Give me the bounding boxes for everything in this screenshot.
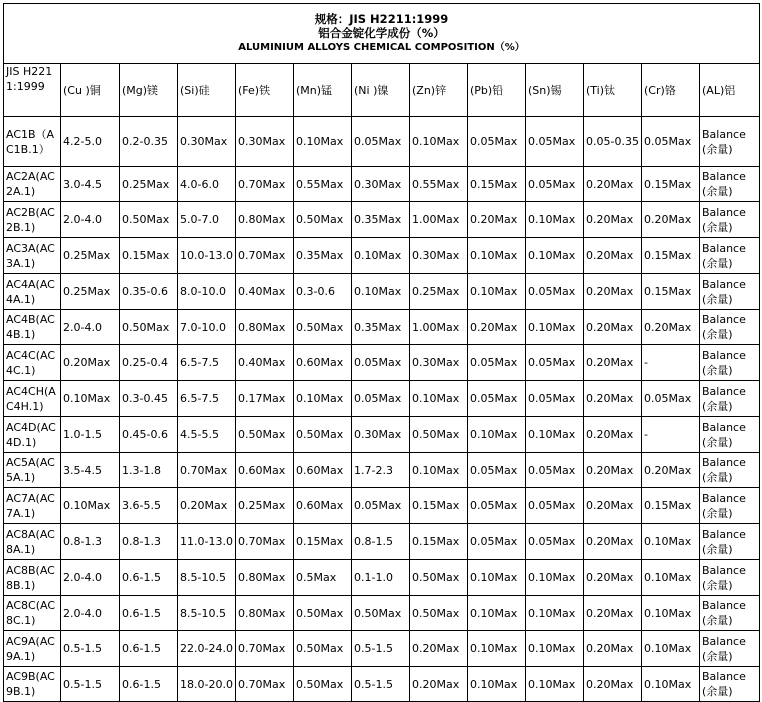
column-header: (Ti)钛 bbox=[584, 64, 642, 117]
table-row bbox=[4, 560, 760, 596]
table-row bbox=[4, 596, 760, 631]
table-cell: 0.20Max bbox=[642, 310, 700, 345]
alloy-grade-cell: AC2B(AC2B.1) bbox=[4, 202, 61, 238]
table-cell: 0.8-1.5 bbox=[352, 524, 410, 560]
table-cell: 0.05Max bbox=[526, 381, 584, 417]
table-cell: 0.20Max bbox=[584, 488, 642, 524]
table-cell: 0.40Max bbox=[236, 345, 294, 381]
table-cell: 0.50Max bbox=[410, 560, 468, 596]
table-cell: 0.15Max bbox=[410, 488, 468, 524]
table-cell: 3.0-4.5 bbox=[61, 167, 120, 202]
table-row bbox=[4, 631, 760, 667]
table-cell: 2.0-4.0 bbox=[61, 310, 120, 345]
table-row bbox=[4, 238, 760, 274]
table-cell: 0.10Max bbox=[526, 310, 584, 345]
table-cell: 0.20Max bbox=[178, 488, 236, 524]
balance-cell: Balance(余量) bbox=[700, 417, 760, 453]
column-header: (Ni )镍 bbox=[352, 64, 410, 117]
table-row bbox=[4, 310, 760, 345]
table-cell: 0.8-1.3 bbox=[120, 524, 178, 560]
table-cell: 0.50Max bbox=[120, 310, 178, 345]
alloy-grade-cell: AC1B（AC1B.1） bbox=[4, 117, 61, 167]
alloy-grade-cell: AC2A(AC2A.1) bbox=[4, 167, 61, 202]
table-row bbox=[4, 381, 760, 417]
table-cell: 6.5-7.5 bbox=[178, 345, 236, 381]
column-header: (Mn)锰 bbox=[294, 64, 352, 117]
table-cell: 0.15Max bbox=[294, 524, 352, 560]
table-cell: 0.10Max bbox=[61, 488, 120, 524]
table-cell: 0.05Max bbox=[468, 524, 526, 560]
balance-cell: Balance(余量) bbox=[700, 274, 760, 310]
column-header: (Pb)铅 bbox=[468, 64, 526, 117]
table-row bbox=[4, 274, 760, 310]
table-cell: 0.10Max bbox=[642, 631, 700, 667]
balance-cell: Balance(余量) bbox=[700, 667, 760, 702]
table-cell: 0.1-1.0 bbox=[352, 560, 410, 596]
table-cell: 0.05Max bbox=[352, 117, 410, 167]
table-cell: 0.17Max bbox=[236, 381, 294, 417]
table-cell: 0.05Max bbox=[526, 345, 584, 381]
table-cell: 0.25Max bbox=[61, 238, 120, 274]
table-cell: 0.20Max bbox=[642, 453, 700, 488]
table-cell: 0.20Max bbox=[468, 202, 526, 238]
alloy-grade-cell: AC4C(AC4C.1) bbox=[4, 345, 61, 381]
table-cell: 0.6-1.5 bbox=[120, 631, 178, 667]
table-cell: 0.6-1.5 bbox=[120, 667, 178, 702]
table-cell: 0.15Max bbox=[642, 488, 700, 524]
table-cell: 0.20Max bbox=[584, 560, 642, 596]
alloy-grade-cell: AC3A(AC3A.1) bbox=[4, 238, 61, 274]
table-cell: 0.70Max bbox=[236, 667, 294, 702]
table-cell: 0.35-0.6 bbox=[120, 274, 178, 310]
column-header: (Fe)铁 bbox=[236, 64, 294, 117]
table-cell: 0.05Max bbox=[526, 453, 584, 488]
column-header: (Sn)锡 bbox=[526, 64, 584, 117]
table-cell: 0.05-0.35 bbox=[584, 117, 642, 167]
table-cell: 0.50Max bbox=[410, 417, 468, 453]
table-cell: 0.10Max bbox=[468, 667, 526, 702]
table-cell: 0.20Max bbox=[584, 667, 642, 702]
column-header-row bbox=[4, 64, 760, 117]
table-row bbox=[4, 417, 760, 453]
table-cell: 3.6-5.5 bbox=[120, 488, 178, 524]
table-cell: 0.20Max bbox=[584, 310, 642, 345]
table-cell: 5.0-7.0 bbox=[178, 202, 236, 238]
table-cell: 0.6-1.5 bbox=[120, 560, 178, 596]
table-cell: 0.60Max bbox=[294, 453, 352, 488]
table-cell: 0.50Max bbox=[294, 202, 352, 238]
table-row bbox=[4, 453, 760, 488]
column-header: (Si)硅 bbox=[178, 64, 236, 117]
table-cell: 0.80Max bbox=[236, 202, 294, 238]
column-header: (Zn)锌 bbox=[410, 64, 468, 117]
table-cell: 0.15Max bbox=[120, 238, 178, 274]
table-cell: 0.10Max bbox=[526, 417, 584, 453]
balance-cell: Balance(余量) bbox=[700, 238, 760, 274]
table-cell: 0.10Max bbox=[352, 238, 410, 274]
table-cell: 0.5Max bbox=[294, 560, 352, 596]
alloy-grade-cell: AC4D(AC4D.1) bbox=[4, 417, 61, 453]
table-cell: 8.5-10.5 bbox=[178, 596, 236, 631]
table-cell: 0.60Max bbox=[294, 345, 352, 381]
column-header: (AL)铝 bbox=[700, 64, 760, 117]
table-cell: 8.5-10.5 bbox=[178, 560, 236, 596]
table-cell: 0.25Max bbox=[410, 274, 468, 310]
table-cell: 0.5-1.5 bbox=[61, 667, 120, 702]
table-cell: 4.2-5.0 bbox=[61, 117, 120, 167]
table-cell: 0.10Max bbox=[468, 238, 526, 274]
alloy-grade-cell: AC7A(AC7A.1) bbox=[4, 488, 61, 524]
alloy-grade-cell: AC5A(AC5A.1) bbox=[4, 453, 61, 488]
table-cell: 0.15Max bbox=[642, 238, 700, 274]
balance-cell: Balance(余量) bbox=[700, 117, 760, 167]
alloy-grade-cell: AC9B(AC9B.1) bbox=[4, 667, 61, 702]
table-cell: 0.05Max bbox=[468, 117, 526, 167]
table-cell: 18.0-20.0 bbox=[178, 667, 236, 702]
table-cell: 0.50Max bbox=[294, 596, 352, 631]
table-cell: 0.55Max bbox=[410, 167, 468, 202]
table-cell: 0.05Max bbox=[352, 345, 410, 381]
table-cell: 0.50Max bbox=[294, 631, 352, 667]
title-english: ALUMINIUM ALLOYS CHEMICAL COMPOSITION（%） bbox=[238, 42, 525, 53]
table-cell: 0.05Max bbox=[526, 274, 584, 310]
table-cell: 0.05Max bbox=[352, 488, 410, 524]
table-cell: 0.35Max bbox=[352, 310, 410, 345]
table-cell: 0.40Max bbox=[236, 274, 294, 310]
table-cell: 0.6-1.5 bbox=[120, 596, 178, 631]
table-cell: 0.20Max bbox=[584, 596, 642, 631]
table-cell: 0.45-0.6 bbox=[120, 417, 178, 453]
balance-cell: Balance(余量) bbox=[700, 488, 760, 524]
balance-cell: Balance(余量) bbox=[700, 453, 760, 488]
table-cell: 0.35Max bbox=[352, 202, 410, 238]
table-cell: 0.5-1.5 bbox=[352, 631, 410, 667]
table-cell: 0.10Max bbox=[468, 274, 526, 310]
table-cell: 4.0-6.0 bbox=[178, 167, 236, 202]
table-cell: 0.10Max bbox=[468, 596, 526, 631]
table-cell: 0.10Max bbox=[526, 202, 584, 238]
table-cell: 0.50Max bbox=[410, 596, 468, 631]
table-cell: 0.10Max bbox=[410, 453, 468, 488]
table-cell: 0.3-0.45 bbox=[120, 381, 178, 417]
table-cell: 0.70Max bbox=[236, 238, 294, 274]
table-cell: 0.15Max bbox=[642, 167, 700, 202]
table-cell: 0.05Max bbox=[468, 381, 526, 417]
column-header-standard: JIS H2211:1999 bbox=[4, 64, 61, 117]
table-cell: 0.05Max bbox=[468, 345, 526, 381]
table-cell: 0.10Max bbox=[642, 596, 700, 631]
table-cell: 0.20Max bbox=[584, 631, 642, 667]
table-cell: 0.10Max bbox=[410, 117, 468, 167]
table-cell: 6.5-7.5 bbox=[178, 381, 236, 417]
table-cell: 0.20Max bbox=[584, 453, 642, 488]
table-cell: 0.50Max bbox=[294, 310, 352, 345]
table-cell: 0.05Max bbox=[468, 453, 526, 488]
balance-cell: Balance(余量) bbox=[700, 310, 760, 345]
table-cell: 0.20Max bbox=[584, 345, 642, 381]
table-cell: 0.05Max bbox=[642, 381, 700, 417]
table-cell: 0.35Max bbox=[294, 238, 352, 274]
table-cell: 0.5-1.5 bbox=[61, 631, 120, 667]
table-row bbox=[4, 202, 760, 238]
table-cell: 0.20Max bbox=[584, 202, 642, 238]
table-cell: 0.30Max bbox=[352, 417, 410, 453]
table-title-row bbox=[4, 4, 760, 64]
table-cell: 0.60Max bbox=[294, 488, 352, 524]
balance-cell: Balance(余量) bbox=[700, 524, 760, 560]
balance-cell: Balance(余量) bbox=[700, 345, 760, 381]
table-cell: 0.20Max bbox=[61, 345, 120, 381]
alloy-grade-cell: AC4B(AC4B.1) bbox=[4, 310, 61, 345]
table-cell: 7.0-10.0 bbox=[178, 310, 236, 345]
table-cell: 0.55Max bbox=[294, 167, 352, 202]
table-cell: 0.10Max bbox=[468, 560, 526, 596]
table-cell: 0.60Max bbox=[236, 453, 294, 488]
table-cell: 0.20Max bbox=[468, 310, 526, 345]
table-cell: 0.5-1.5 bbox=[352, 667, 410, 702]
composition-table bbox=[3, 3, 760, 702]
table-cell: 0.50Max bbox=[294, 667, 352, 702]
table-cell: 0.05Max bbox=[526, 167, 584, 202]
balance-cell: Balance(余量) bbox=[700, 202, 760, 238]
balance-cell: Balance(余量) bbox=[700, 167, 760, 202]
table-title bbox=[4, 4, 760, 64]
table-cell: 0.15Max bbox=[410, 524, 468, 560]
table-cell: 0.05Max bbox=[352, 381, 410, 417]
table-cell: 0.8-1.3 bbox=[61, 524, 120, 560]
table-cell: 0.2-0.35 bbox=[120, 117, 178, 167]
balance-cell: Balance(余量) bbox=[700, 596, 760, 631]
table-cell: 0.15Max bbox=[642, 274, 700, 310]
table-cell: 0.25Max bbox=[236, 488, 294, 524]
table-cell: 0.70Max bbox=[236, 167, 294, 202]
table-cell: 0.05Max bbox=[468, 488, 526, 524]
table-cell: 2.0-4.0 bbox=[61, 596, 120, 631]
alloy-grade-cell: AC8A(AC8A.1) bbox=[4, 524, 61, 560]
balance-cell: Balance(余量) bbox=[700, 631, 760, 667]
balance-cell: Balance(余量) bbox=[700, 560, 760, 596]
table-cell: 8.0-10.0 bbox=[178, 274, 236, 310]
table-cell: 0.3-0.6 bbox=[294, 274, 352, 310]
table-cell: 0.10Max bbox=[642, 667, 700, 702]
table-cell: 0.30Max bbox=[352, 167, 410, 202]
alloy-grade-cell: AC9A(AC9A.1) bbox=[4, 631, 61, 667]
table-cell: 0.05Max bbox=[526, 524, 584, 560]
alloy-grade-cell: AC8C(AC8C.1) bbox=[4, 596, 61, 631]
table-cell: 0.10Max bbox=[468, 631, 526, 667]
table-cell: 1.0-1.5 bbox=[61, 417, 120, 453]
column-header: (Mg)镁 bbox=[120, 64, 178, 117]
table-cell: 22.0-24.0 bbox=[178, 631, 236, 667]
table-cell: 0.10Max bbox=[642, 524, 700, 560]
composition-sheet bbox=[3, 3, 759, 702]
table-cell: 0.05Max bbox=[526, 488, 584, 524]
table-row bbox=[4, 667, 760, 702]
table-cell: 0.10Max bbox=[352, 274, 410, 310]
table-row bbox=[4, 488, 760, 524]
table-cell: 0.10Max bbox=[526, 631, 584, 667]
alloy-grade-cell: AC4CH(AC4H.1) bbox=[4, 381, 61, 417]
column-header: (Cu )铜 bbox=[61, 64, 120, 117]
table-cell: - bbox=[642, 417, 700, 453]
table-cell: 1.00Max bbox=[410, 202, 468, 238]
table-cell: 0.15Max bbox=[468, 167, 526, 202]
table-cell: 1.7-2.3 bbox=[352, 453, 410, 488]
table-cell: 0.30Max bbox=[236, 117, 294, 167]
table-cell: 0.20Max bbox=[584, 167, 642, 202]
table-cell: 0.05Max bbox=[526, 117, 584, 167]
alloy-grade-cell: AC8B(AC8B.1) bbox=[4, 560, 61, 596]
table-cell: 0.25Max bbox=[61, 274, 120, 310]
table-row bbox=[4, 524, 760, 560]
table-cell: 0.70Max bbox=[178, 453, 236, 488]
table-cell: 1.00Max bbox=[410, 310, 468, 345]
table-cell: 0.25Max bbox=[120, 167, 178, 202]
table-cell: 11.0-13.0 bbox=[178, 524, 236, 560]
table-cell: 0.10Max bbox=[410, 381, 468, 417]
table-cell: 0.20Max bbox=[410, 667, 468, 702]
table-cell: 0.10Max bbox=[294, 117, 352, 167]
balance-cell: Balance(余量) bbox=[700, 381, 760, 417]
table-cell: 2.0-4.0 bbox=[61, 560, 120, 596]
table-cell: 0.05Max bbox=[642, 117, 700, 167]
table-cell: 0.10Max bbox=[61, 381, 120, 417]
table-row bbox=[4, 345, 760, 381]
table-cell: 0.25-0.4 bbox=[120, 345, 178, 381]
table-cell: 0.20Max bbox=[584, 417, 642, 453]
table-cell: 0.50Max bbox=[352, 596, 410, 631]
table-cell: 0.10Max bbox=[468, 417, 526, 453]
table-cell: - bbox=[642, 345, 700, 381]
table-cell: 0.50Max bbox=[236, 417, 294, 453]
table-cell: 0.20Max bbox=[410, 631, 468, 667]
table-row bbox=[4, 167, 760, 202]
table-cell: 10.0-13.0 bbox=[178, 238, 236, 274]
alloy-grade-cell: AC4A(AC4A.1) bbox=[4, 274, 61, 310]
table-cell: 0.10Max bbox=[526, 596, 584, 631]
table-cell: 0.20Max bbox=[584, 524, 642, 560]
table-cell: 0.20Max bbox=[642, 202, 700, 238]
table-cell: 0.30Max bbox=[410, 345, 468, 381]
table-cell: 0.80Max bbox=[236, 310, 294, 345]
table-cell: 2.0-4.0 bbox=[61, 202, 120, 238]
table-cell: 0.50Max bbox=[120, 202, 178, 238]
table-cell: 0.20Max bbox=[584, 274, 642, 310]
table-cell: 0.70Max bbox=[236, 631, 294, 667]
table-cell: 0.20Max bbox=[584, 381, 642, 417]
table-cell: 0.20Max bbox=[584, 238, 642, 274]
table-cell: 0.30Max bbox=[410, 238, 468, 274]
table-cell: 0.10Max bbox=[526, 560, 584, 596]
column-header: (Cr)铬 bbox=[642, 64, 700, 117]
table-cell: 0.80Max bbox=[236, 596, 294, 631]
table-cell: 0.10Max bbox=[526, 667, 584, 702]
table-cell: 0.30Max bbox=[178, 117, 236, 167]
title-chinese: 铝合金锭化学成份（%） bbox=[318, 26, 445, 40]
table-cell: 0.50Max bbox=[294, 417, 352, 453]
table-cell: 0.10Max bbox=[294, 381, 352, 417]
table-cell: 0.10Max bbox=[642, 560, 700, 596]
table-cell: 0.10Max bbox=[526, 238, 584, 274]
table-row bbox=[4, 117, 760, 167]
table-cell: 4.5-5.5 bbox=[178, 417, 236, 453]
title-standard: 规格：JIS H2211:1999 bbox=[314, 12, 449, 26]
table-cell: 3.5-4.5 bbox=[61, 453, 120, 488]
table-cell: 0.70Max bbox=[236, 524, 294, 560]
table-cell: 0.80Max bbox=[236, 560, 294, 596]
table-cell: 1.3-1.8 bbox=[120, 453, 178, 488]
